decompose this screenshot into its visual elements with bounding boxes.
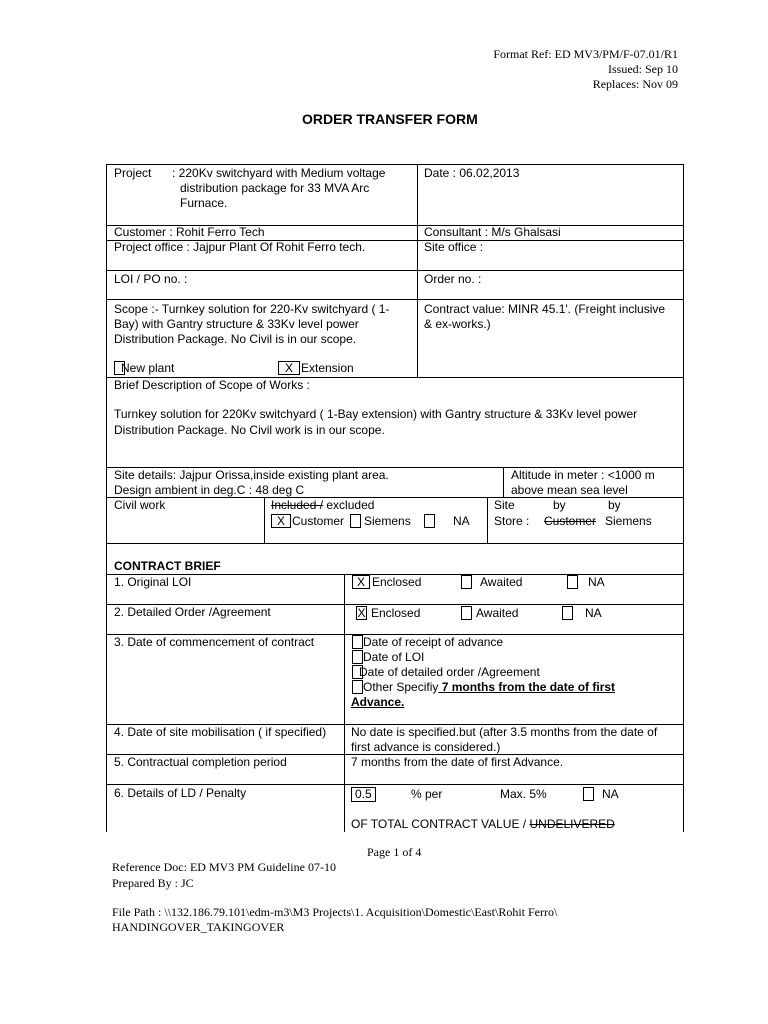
loi-na-label: NA [588, 575, 605, 589]
contract-value-line1: Contract value: MINR 45.1'. (Freight inclusive [424, 302, 666, 316]
mobilisation-line1: No date is specified.but (after 3.5 months from the date of [351, 725, 658, 739]
ld-na-checkbox[interactable] [583, 787, 594, 801]
scope-line3: Distribution Package. No Civil is in our scope. [114, 332, 357, 346]
other-specify-label: Other Specifiy [363, 680, 439, 694]
brief-line1: Turnkey solution for 220Kv switchyard ( 1-Bay extension) with Gantry structure & 33Kv level power [114, 407, 638, 421]
order-na-label: NA [585, 606, 602, 620]
loi-na-checkbox[interactable] [567, 575, 578, 589]
completion-label: 5. Contractual completion period [114, 755, 287, 769]
site-by2: by [608, 498, 621, 512]
civil-siemens-checkbox[interactable] [350, 514, 361, 528]
scope-line2: Bay) with Gantry structure & 33Kv level power [114, 317, 359, 331]
ld-of-total [351, 817, 615, 832]
ld-percent-field[interactable]: 0.5 [351, 787, 376, 802]
contract-value-line2: & ex-works.) [424, 317, 491, 331]
civil-customer-checkbox[interactable]: X [271, 514, 291, 528]
other-specify-value: 7 months from the date of first [438, 680, 616, 694]
loi-enclosed-checkbox[interactable]: X [352, 575, 370, 589]
project-office-field: Project office : Jajpur Plant Of Rohit Ferro tech. [114, 240, 366, 254]
civil-customer-label: Customer [292, 514, 345, 528]
loi-awaited-label: Awaited [480, 575, 523, 589]
loi-po-field: LOI / PO no. : [114, 272, 188, 286]
replaces-date: Replaces: Nov 09 [592, 77, 678, 91]
ld-percent-per: % per [411, 787, 443, 801]
date-loi-checkbox[interactable] [352, 650, 363, 664]
commencement-label: 3. Date of commencement of contract [114, 635, 315, 649]
site-details-line1: Site details: Jajpur Orissa,inside existing plant area. [114, 468, 389, 482]
scope-line1: Scope :- Turnkey solution for 220-Kv switchyard ( 1- [114, 302, 390, 316]
site-details-line2: Design ambient in deg.C : 48 deg C [114, 483, 305, 497]
consultant-field: Consultant : M/s Ghalsasi [424, 225, 561, 239]
site-office-field: Site office : [424, 240, 484, 254]
loi-enclosed-label: Enclosed [372, 575, 422, 589]
extension-label: Extension [301, 361, 354, 375]
date-loi-label: Date of LOI [363, 650, 425, 664]
format-ref: Format Ref: ED MV3/PM/F-07.01/R1 [493, 47, 678, 61]
brief-line2: Distribution Package. No Civil work is in our scope. [114, 423, 385, 437]
civil-work-included [271, 498, 374, 513]
other-specify-checkbox[interactable] [352, 680, 363, 694]
page-number: Page 1 of 4 [367, 845, 422, 859]
prepared-by: Prepared By : JC [112, 876, 194, 890]
civil-work-label: Civil work [114, 498, 166, 512]
included-option: Included / [271, 498, 324, 512]
original-loi-label: 1. Original LOI [114, 575, 192, 589]
ld-penalty-label: 6. Details of LD / Penalty [114, 786, 247, 800]
site-by1: by [553, 498, 566, 512]
contract-brief-heading: CONTRACT BRIEF [114, 559, 221, 573]
new-plant-label: New plant [121, 361, 175, 375]
excluded-option: excluded [323, 498, 375, 512]
ld-max: Max. 5% [500, 787, 547, 801]
reference-doc: Reference Doc: ED MV3 PM Guideline 07-10 [112, 860, 336, 874]
file-path-line2: HANDINGOVER_TAKINGOVER [112, 920, 285, 934]
ld-na-label: NA [602, 787, 619, 801]
of-total-text: OF TOTAL CONTRACT VALUE / [351, 817, 530, 831]
order-awaited-checkbox[interactable] [461, 606, 472, 620]
store-customer: Customer [544, 514, 597, 528]
receipt-advance-label: Date of receipt of advance [363, 635, 504, 649]
order-enclosed-checkbox[interactable]: X [357, 606, 366, 620]
order-enclosed-label: Enclosed [371, 606, 421, 620]
civil-na-label: NA [453, 514, 470, 528]
loi-awaited-checkbox[interactable] [461, 575, 472, 589]
form-title: ORDER TRANSFER FORM [302, 111, 478, 127]
site-label: Site [494, 498, 515, 512]
detailed-order-label: 2. Detailed Order /Agreement [114, 605, 271, 619]
civil-siemens-label: Siemens [364, 514, 411, 528]
mobilisation-label: 4. Date of site mobilisation ( if specified) [114, 725, 327, 739]
receipt-advance-checkbox[interactable] [352, 635, 363, 649]
issued-date: Issued: Sep 10 [608, 62, 678, 76]
project-label: Project [114, 166, 152, 180]
project-line1: : 220Kv switchyard with Medium voltage [172, 166, 386, 180]
undelivered-text: UNDELIVERED [529, 817, 615, 831]
order-no-field: Order no. : [424, 272, 482, 286]
date-field: Date : 06.02,2013 [424, 166, 520, 180]
mobilisation-line2: first advance is considered.) [351, 740, 501, 754]
order-na-checkbox[interactable] [562, 606, 573, 620]
completion-value: 7 months from the date of first Advance. [351, 755, 564, 769]
order-awaited-label: Awaited [476, 606, 519, 620]
project-line3: Furnace. [180, 196, 228, 210]
project-line2: distribution package for 33 MVA Arc [180, 181, 370, 195]
altitude-line1: Altitude in meter : <1000 m [511, 468, 655, 482]
extension-checkbox[interactable]: X [278, 361, 300, 375]
brief-heading: Brief Description of Scope of Works : [114, 378, 310, 392]
other-specify-value-cont: Advance. [351, 695, 405, 709]
store-siemens: Siemens [605, 514, 652, 528]
store-label: Store : [494, 514, 530, 528]
civil-na-checkbox[interactable] [424, 514, 435, 528]
other-specify-row [363, 680, 615, 695]
customer-field: Customer : Rohit Ferro Tech [114, 225, 265, 239]
file-path-line1: File Path : \\132.186.79.101\edm-m3\M3 Projects\1. Acquisition\Domestic\East\Rohit Ferro\ [112, 905, 558, 919]
detailed-order-date-label: Date of detailed order /Agreement [359, 665, 540, 679]
altitude-line2: above mean sea level [511, 483, 628, 497]
